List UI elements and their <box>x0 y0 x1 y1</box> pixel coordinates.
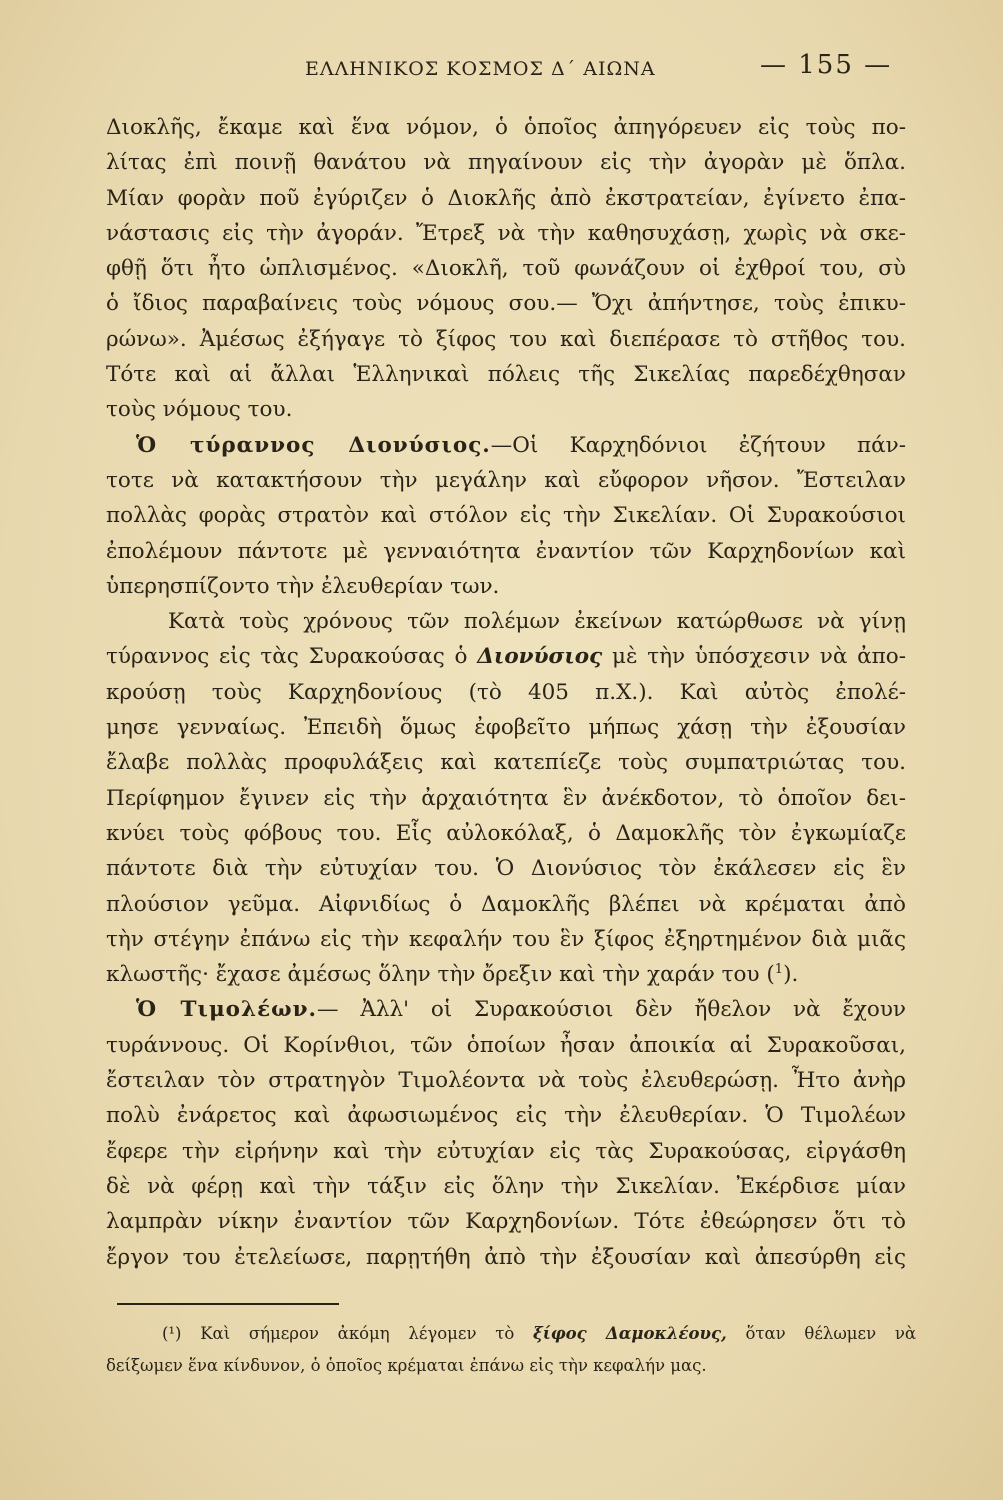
text-line: λίτας ἐπὶ ποινῇ θανάτου νὰ πηγαίνουν εἰς τὴν ἀγορὰν μὲ ὅπλα. <box>106 150 906 176</box>
main-text <box>106 110 906 1275</box>
text-span: ). <box>783 962 799 988</box>
text-line: ἔργον του ἐτελείωσε, παρῃτήθη ἀπὸ τὴν ἐξουσίαν καὶ ἀπεσύρθη εἰς <box>106 1244 906 1270</box>
text-line: Περίφημον ἔγινεν εἰς τὴν ἀρχαιότητα ἓν ἀνέκδοτον, τὸ ὁποῖον δει- <box>106 785 906 811</box>
text-line: ἔστειλαν τὸν στρατηγὸν Τιμολέοντα νὰ τοὺς ἐλευθερώσῃ. Ἦτο ἀνὴρ <box>106 1068 906 1094</box>
text-span: ὅταν θέλωμεν νὰ <box>745 1324 916 1343</box>
emphasized-phrase: ξίφος Δαμοκλέους, <box>532 1324 727 1343</box>
text-line: πάντοτε διὰ τὴν εὐτυχίαν του. Ὁ Διονύσιος τὸν ἐκάλεσεν εἰς ἓν <box>106 856 906 882</box>
footnote-line: δείξωμεν ἕνα κίνδυνον, ὁ ὁποῖος κρέμαται ἐπάνω εἰς τὴν κεφαλήν μας. <box>106 1356 707 1375</box>
text-line: ἔλαβε πολλὰς προφυλάξεις καὶ κατεπίεζε τοὺς συμπατριώτας του. <box>106 750 906 776</box>
section-heading-dionysius: Ὁ τύραννος Διονύσιος. <box>136 432 491 458</box>
text-line: τοτε νὰ κατακτήσουν τὴν μεγάλην καὶ εὔφορον νῆσον. Ἔστειλαν <box>106 467 906 493</box>
footnote-line <box>106 1318 916 1350</box>
text-line: τυράννους. Οἱ Κορίνθιοι, τῶν ὁποίων ἦσαν ἀποικία αἱ Συρακοῦσαι, <box>106 1032 906 1058</box>
footnote-separator <box>117 1303 339 1305</box>
text-span: κλωστῆς· ἔχασε ἀμέσως ὅλην τὴν ὄρεξιν καὶ τὴν χαράν του ( <box>106 962 775 988</box>
text-line: κνύει τοὺς φόβους του. Εἷς αὐλοκόλαξ, ὁ Δαμοκλῆς τὸν ἐγκωμίαζε <box>106 820 906 846</box>
text-line-with-emphasis <box>106 639 906 674</box>
text-line: τοὺς νόμους του. <box>106 397 293 423</box>
text-line: πλούσιον γεῦμα. Αἰφνιδίως ὁ Δαμοκλῆς βλέπει νὰ κρέμαται ἀπὸ <box>106 891 906 917</box>
emphasized-name-dionysius: Διονύσιος <box>477 644 603 670</box>
text-line: Διοκλῆς, ἔκαμε καὶ ἕνα νόμον, ὁ ὁποῖος ἀπηγόρευεν εἰς τοὺς πο- <box>106 115 906 140</box>
page-number: — 155 — <box>760 50 893 80</box>
text-line: ἔφερε τὴν εἰρήνην καὶ τὴν εὐτυχίαν εἰς τὰς Συρακούσας, εἰργάσθη <box>106 1138 906 1164</box>
text-line-with-footnote-ref <box>106 957 906 992</box>
text-span: —Οἱ Καρχηδόνιοι ἐζήτουν πάν- <box>490 432 906 458</box>
text-line: ρώνω». Ἀμέσως ἐξήγαγε τὸ ξίφος του καὶ διεπέρασε τὸ στῆθος του. <box>106 326 906 352</box>
running-title: ΕΛΛΗΝΙΚΟΣ ΚΟΣΜΟΣ Δ΄ ΑΙΩΝΑ <box>305 58 656 80</box>
text-line: ὁ ἴδιος παραβαίνεις τοὺς νόμους σου.— Ὄχι ἀπήντησε, τοὺς ἐπικυ- <box>106 291 906 317</box>
text-line: Κατὰ τοὺς χρόνους τῶν πολέμων ἐκείνων κατώρθωσε νὰ γίνῃ <box>168 609 906 635</box>
text-line: λαμπρὰν νίκην ἐναντίον τῶν Καρχηδονίων. Τότε ἐθεώρησεν ὅτι τὸ <box>106 1209 906 1235</box>
text-line: πολλὰς φορὰς στρατὸν καὶ στόλον εἰς τὴν Σικελίαν. Οἱ Συρακούσιοι <box>106 503 906 529</box>
text-span: — Ἀλλ' οἱ Συρακούσιοι δὲν ἤθελον νὰ ἔχουν <box>317 997 906 1023</box>
text-line: νάστασις εἰς τὴν ἀγοράν. Ἔτρεξ νὰ τὴν καθησυχάσῃ, χωρὶς νὰ σκε- <box>106 220 906 246</box>
footnotes <box>106 1318 916 1382</box>
text-span: Καὶ σήμερον ἀκόμη λέγομεν τὸ <box>200 1324 515 1343</box>
text-line: φθῇ ὅτι ἦτο ὡπλισμένος. «Διοκλῆ, τοῦ φωνάζουν οἱ ἐχθροί του, σὺ <box>106 256 906 282</box>
text-line: ἐπολέμουν πάντοτε μὲ γενναιότητα ἐναντίον τῶν Καρχηδονίων καὶ <box>106 538 906 564</box>
section-line-dionysius <box>106 428 906 463</box>
text-line: μησε γενναίως. Ἐπειδὴ ὅμως ἐφοβεῖτο μήπως χάσῃ τὴν ἐξουσίαν <box>106 715 906 741</box>
section-heading-timoleon: Ὁ Τιμολέων. <box>136 997 318 1023</box>
text-line: πολὺ ἐνάρετος καὶ ἀφωσιωμένος εἰς τὴν ἐλευθερίαν. Ὁ Τιμολέων <box>106 1103 906 1129</box>
text-line: τὴν στέγην ἐπάνω εἰς τὴν κεφαλήν του ἓν ξίφος ἐξηρτημένον διὰ μιᾶς <box>106 926 906 952</box>
text-line: Τότε καὶ αἱ ἄλλαι Ἑλληνικαὶ πόλεις τῆς Σικελίας παρεδέχθησαν <box>106 362 906 388</box>
text-line: Μίαν φορὰν ποῦ ἐγύριζεν ὁ Διοκλῆς ἀπὸ ἐκστρατείαν, ἐγίνετο ἐπα- <box>106 185 906 211</box>
section-line-timoleon <box>106 992 906 1027</box>
footnote-marker: (¹) <box>162 1324 182 1343</box>
text-line: ὑπερησπίζοντο τὴν ἐλευθερίαν των. <box>106 573 500 599</box>
page-header <box>0 50 1003 86</box>
text-line: δὲ νὰ φέρῃ καὶ τὴν τάξιν εἰς ὅλην τὴν Σικελίαν. Ἐκέρδισε μίαν <box>106 1173 906 1199</box>
text-line: κρούσῃ τοὺς Καρχηδονίους (τὸ 405 π.Χ.). Καὶ αὐτὸς ἐπολέ- <box>106 679 906 705</box>
text-span: μὲ τὴν ὑπόσχεσιν νὰ ἀπο- <box>611 644 906 670</box>
footnote-reference: 1 <box>774 961 784 977</box>
text-span: τύραννος εἰς τὰς Συρακούσας ὁ <box>106 644 468 670</box>
